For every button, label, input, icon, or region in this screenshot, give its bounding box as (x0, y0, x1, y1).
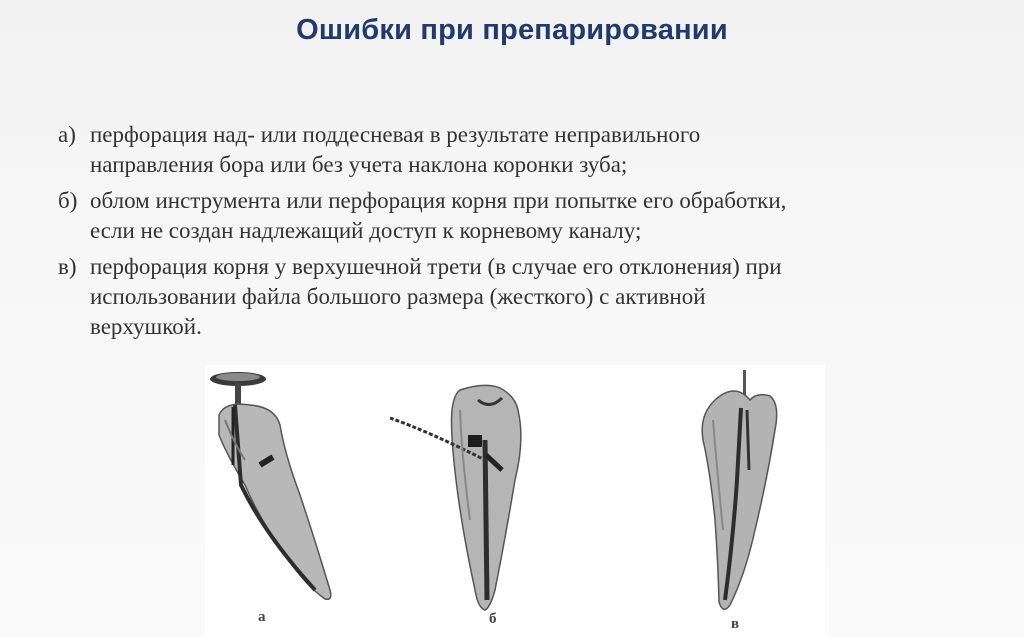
list-item-c (58, 252, 978, 342)
item-marker: б) (58, 188, 78, 213)
figure-label-b: б (489, 611, 497, 627)
figure-label-c: в (731, 616, 740, 632)
list-item-a (58, 120, 978, 180)
item-line: перфорация над- или поддесневая в результате неправильного (90, 122, 701, 147)
item-line: облом инструмента или перфорация корня при попытке его обработки, (90, 188, 787, 213)
figure-label-a: а (258, 609, 266, 625)
tooth-c-illustration (685, 370, 795, 620)
item-line: использовании файла большого размера (жесткого) с активной (90, 284, 706, 309)
item-line: верхушкой. (90, 314, 202, 339)
item-marker: а) (58, 122, 76, 147)
tooth-a-illustration (205, 365, 345, 625)
item-line: направления бора или без учета наклона коронки зуба; (90, 152, 628, 177)
slide-title: Ошибки при препарировании (296, 14, 728, 46)
tooth-illustrations (205, 365, 825, 637)
tooth-b-illustration (390, 380, 560, 620)
item-marker: в) (58, 254, 77, 279)
list-item-b (58, 186, 978, 246)
item-line: перфорация корня у верхушечной трети (в случае его отклонения) при (90, 254, 782, 279)
item-line: если не создан надлежащий доступ к корневому каналу; (90, 218, 642, 243)
items-list (58, 120, 978, 348)
